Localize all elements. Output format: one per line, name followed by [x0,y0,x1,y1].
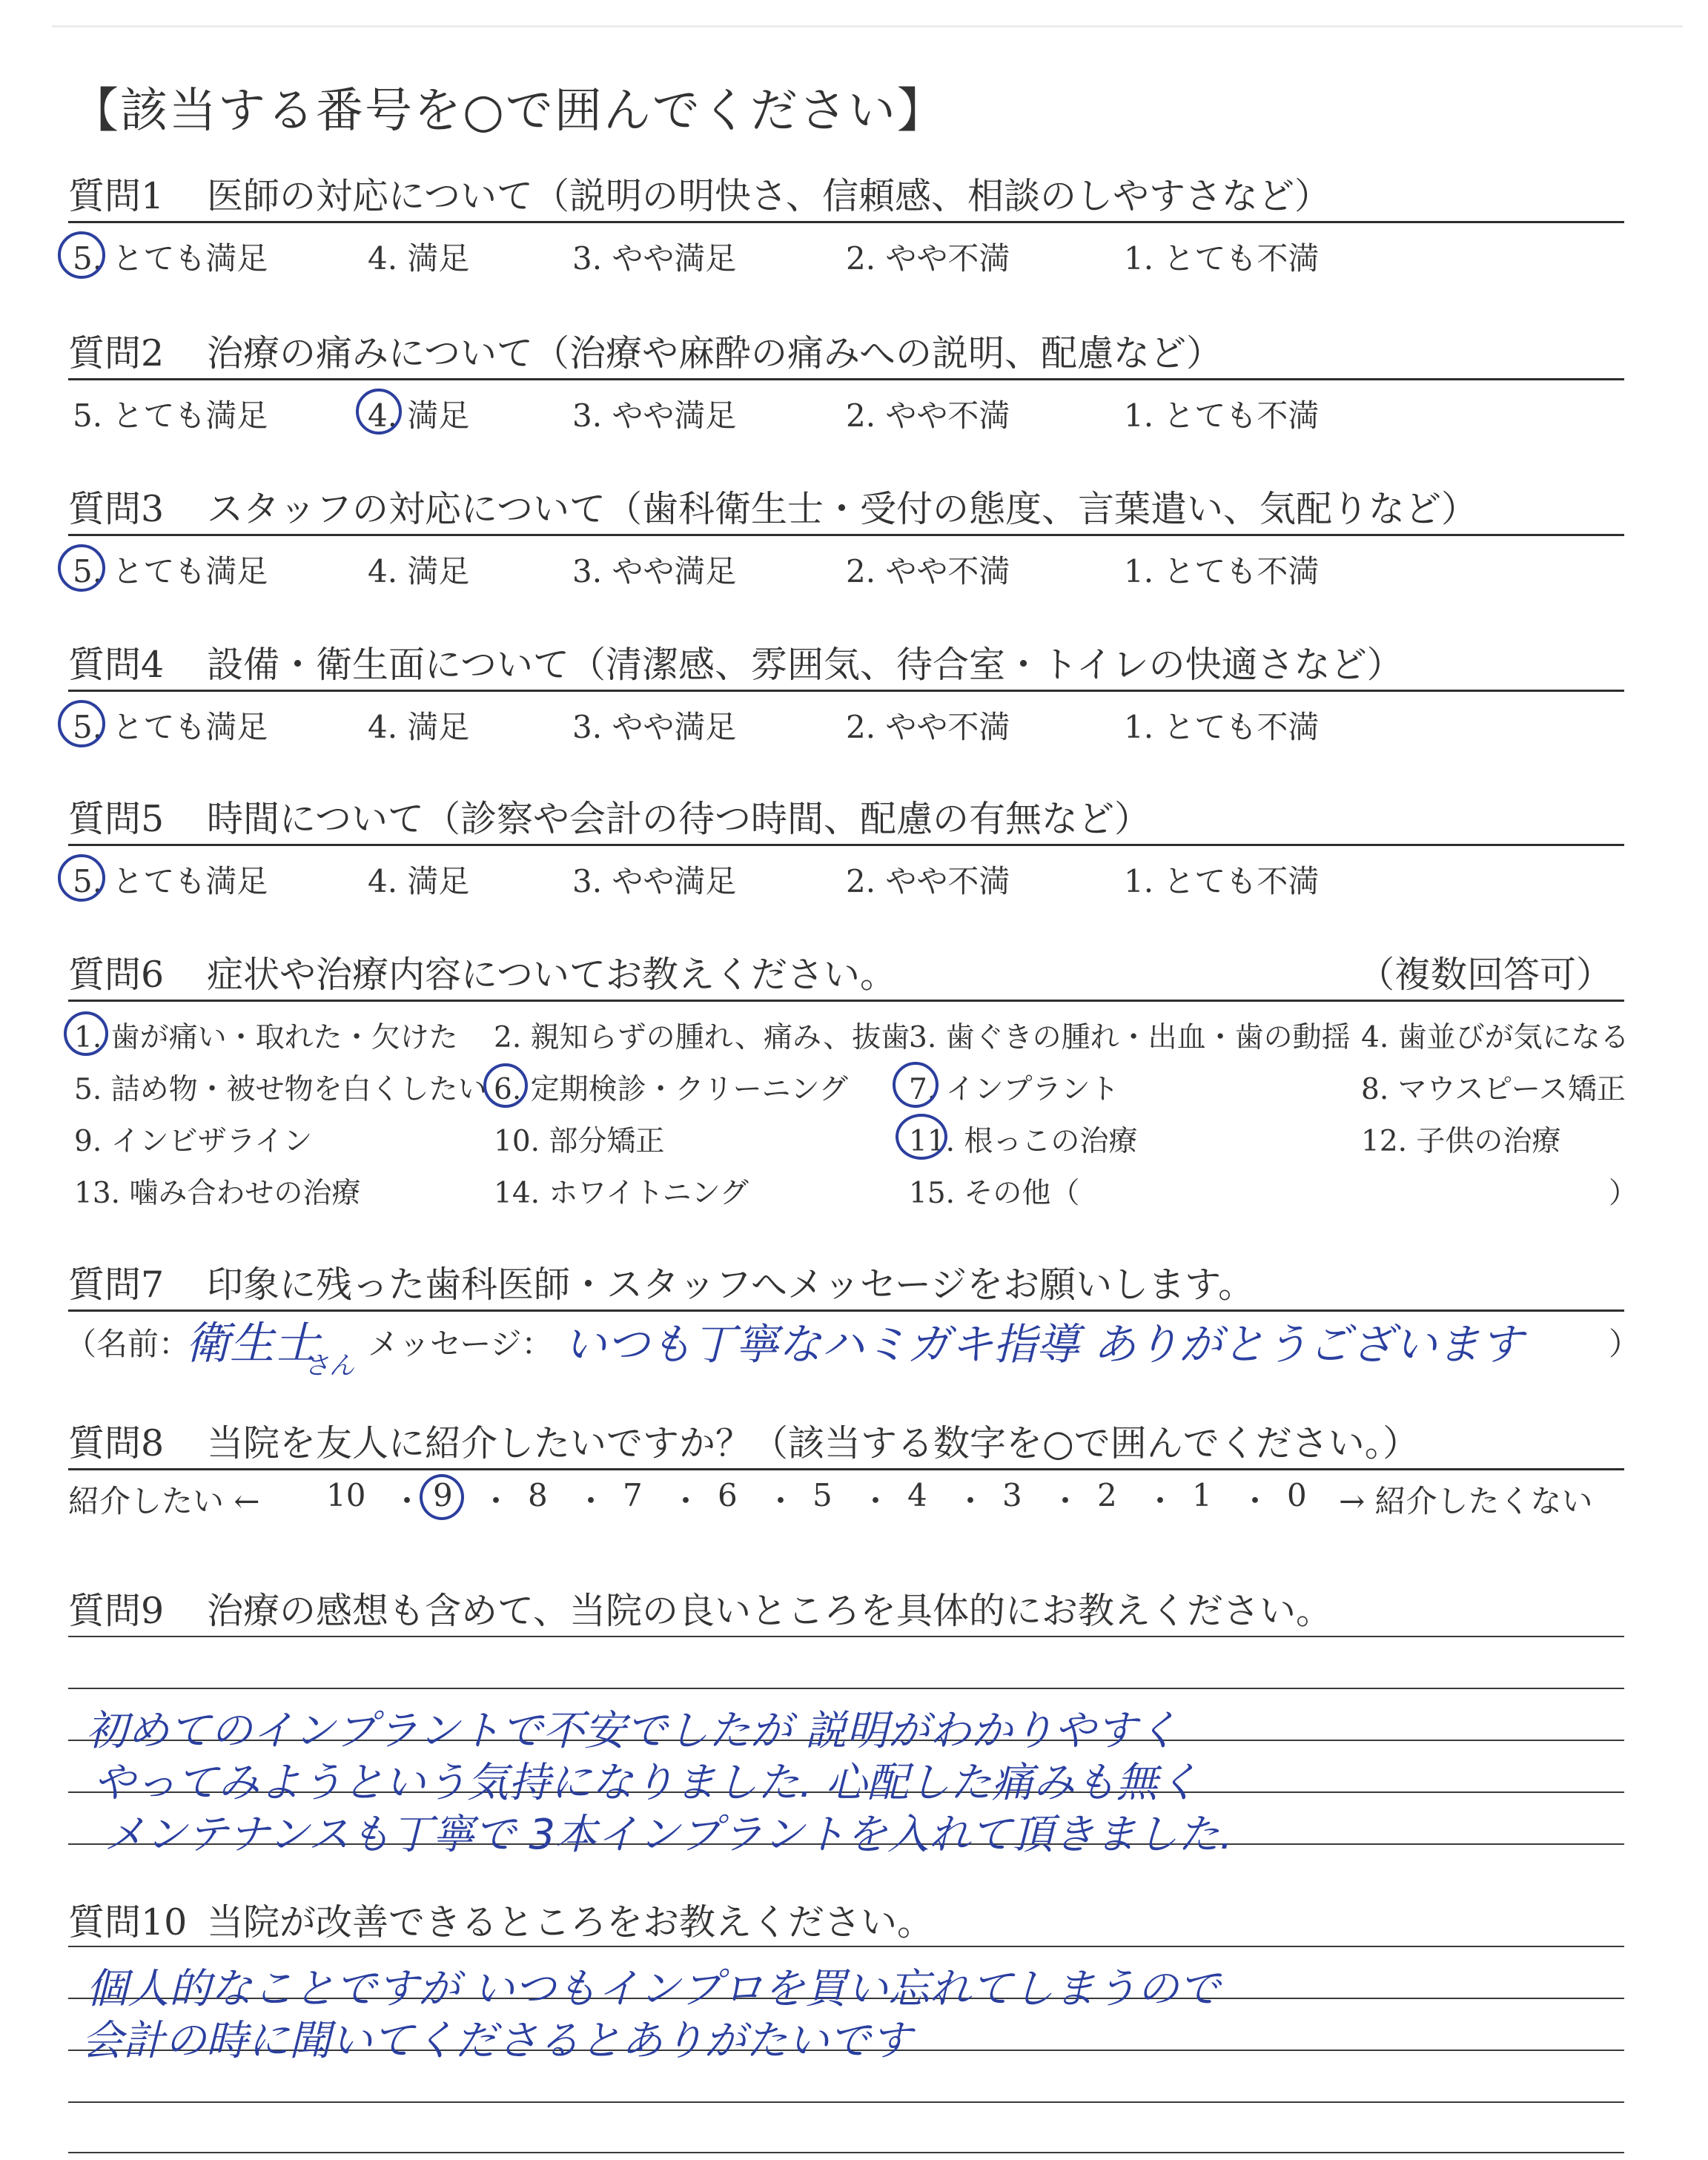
symptom-option-9[interactable]: 9. インビザライン [74,1125,313,1158]
option-4[interactable]: 4. 満足 [368,863,470,899]
option-5[interactable]: 5. とても満足 [73,863,268,899]
scale-0[interactable]: 0 [1287,1477,1307,1513]
symptom-option-3[interactable]: 3. 歯ぐきの腫れ・出血・歯の動揺 [909,1021,1351,1054]
question-text: 治療の感想も含めて、当院の良いところを具体的にお教えください。 [207,1590,1333,1632]
symptom-option-2[interactable]: 2. 親知らずの腫れ、痛み、抜歯 [494,1021,910,1054]
question-5-heading [68,790,1151,842]
option-4[interactable]: 4. 満足 [368,553,470,589]
option-2[interactable]: 2. やや不満 [846,709,1010,745]
recommend-left-label: 紹介したい ← [68,1483,260,1519]
question-number: 質問3 [68,488,165,530]
question-9-heading [68,1582,1332,1634]
symptom-option-4[interactable]: 4. 歯並びが気になる [1361,1021,1629,1054]
staff-name[interactable]: 衛生士 [185,1318,319,1370]
symptom-option-12[interactable]: 12. 子供の治療 [1361,1125,1561,1158]
recommend-right-label: → 紹介したくない [1339,1483,1593,1519]
option-5[interactable]: 5. とても満足 [73,240,268,277]
question-number: 質問4 [68,644,165,686]
question-text: 設備・衛生面について（清潔感、雰囲気、待合室・トイレの快適さなど） [207,644,1403,686]
question-number: 質問5 [68,798,165,840]
question-7-heading [68,1256,1254,1308]
scale-10[interactable]: 10 [326,1477,366,1513]
question-text: 治療の痛みについて（治療や麻酔の痛みへの説明、配慮など） [207,332,1223,374]
question-number: 質問2 [68,332,165,374]
symptom-option-5[interactable]: 5. 詰め物・被せ物を白くしたい [74,1073,487,1106]
symptom-option-8[interactable]: 8. マウスピース矯正 [1361,1073,1626,1106]
selection-circle [420,1474,464,1520]
scale-dot: ・ [1050,1483,1082,1519]
question-3-heading [68,480,1477,532]
answer-line [68,2101,1624,2103]
option-1[interactable]: 1. とても不満 [1124,240,1320,277]
question-text: 時間について（診察や会計の待つ時間、配慮の有無など） [207,798,1151,840]
selection-circle [58,544,105,592]
question-text: 当院が改善できるところをお教えください。 [207,1901,934,1943]
option-5[interactable]: 5. とても満足 [73,553,268,589]
option-4[interactable]: 4. 満足 [368,709,470,745]
divider [68,378,1624,380]
scale-3[interactable]: 3 [1002,1477,1022,1513]
other-close-paren: ） [1609,1177,1638,1210]
question-number: 質問7 [68,1264,165,1306]
scale-6[interactable]: 6 [718,1477,738,1513]
selection-circle [893,1062,939,1108]
option-2[interactable]: 2. やや不満 [846,553,1010,589]
option-3[interactable]: 3. やや満足 [572,863,737,899]
answer-text-line-1[interactable]: 初めてのインプラントで不安でしたが 説明がわかりやすく [86,1707,1179,1755]
option-1[interactable]: 1. とても不満 [1124,397,1320,434]
selection-circle [896,1114,947,1160]
question-text: 印象に残った歯科医師・スタッフへメッセージをお願いします。 [207,1264,1255,1306]
answer-line [68,1636,1624,1637]
option-3[interactable]: 3. やや満足 [572,397,737,434]
option-2[interactable]: 2. やや不満 [846,397,1010,434]
selection-circle [356,389,402,435]
symptom-option-13[interactable]: 13. 噛み合わせの治療 [74,1177,361,1210]
question-number: 質問8 [68,1422,165,1464]
answer-line [68,1688,1624,1689]
question-4-heading [68,636,1403,688]
divider [68,1000,1624,1002]
symptom-option-15[interactable]: 15. その他（ [909,1177,1080,1210]
message-label: メッセージ： [368,1326,553,1362]
question-number: 質問6 [68,954,165,996]
question-number: 質問10 [68,1901,188,1943]
divider [68,221,1624,223]
option-5[interactable]: 5. とても満足 [73,709,268,745]
question-number: 質問1 [68,175,165,217]
question-10-heading [68,1894,933,1946]
scale-2[interactable]: 2 [1097,1477,1117,1513]
scale-8[interactable]: 8 [528,1477,548,1513]
symptom-option-10[interactable]: 10. 部分矯正 [494,1125,665,1158]
symptom-option-1[interactable]: 1. 歯が痛い・取れた・欠けた [74,1021,458,1054]
scale-dot: ・ [480,1483,512,1519]
symptom-option-11[interactable]: 11. 根っこの治療 [909,1125,1138,1158]
question-text: スタッフの対応について（歯科衛生士・受付の態度、言葉遣い、気配りなど） [207,488,1478,530]
selection-circle [64,1011,108,1056]
symptom-option-14[interactable]: 14. ホワイトニング [494,1177,749,1210]
option-1[interactable]: 1. とても不満 [1124,709,1320,745]
option-1[interactable]: 1. とても不満 [1124,553,1320,589]
selection-circle [483,1063,528,1108]
selection-circle [58,854,105,902]
option-1[interactable]: 1. とても不満 [1124,863,1320,899]
scale-dot: ・ [765,1483,797,1519]
option-3[interactable]: 3. やや満足 [572,709,737,745]
answer-text-line-2[interactable]: 会計の時に聞いてくださるとありがたいです [82,2017,912,2065]
question-text: 医師の対応について（説明の明快さ、信頼感、相談のしやすさなど） [207,175,1331,217]
answer-text-line-2[interactable]: やってみようという気持になりました. 心配した痛みも無く [93,1759,1199,1807]
question-text: 当院を友人に紹介したいですか？（該当する数字を○で囲んでください。） [207,1422,1420,1464]
symptom-option-6[interactable]: 6. 定期検診・クリーニング [494,1073,848,1106]
option-4[interactable]: 4. 満足 [368,240,470,277]
option-2[interactable]: 2. やや不満 [846,863,1010,899]
message-text[interactable]: いつも丁寧なハミガキ指導 ありがとうございます [563,1319,1523,1370]
scale-dot: ・ [391,1483,423,1519]
question-number: 質問9 [68,1590,165,1632]
scale-dot: ・ [860,1483,892,1519]
question-8-heading [68,1415,1419,1467]
divider [68,534,1624,536]
option-5[interactable]: 5. とても満足 [73,397,268,434]
option-3[interactable]: 3. やや満足 [572,240,737,277]
close-paren: ） [1609,1326,1641,1362]
selection-circle [58,231,105,279]
form-title: 【該当する番号を○で囲んでください】 [71,84,946,139]
answer-line [68,1946,1624,1947]
scale-dot: ・ [670,1483,702,1519]
selection-circle [58,700,105,747]
divider [68,844,1624,846]
symptom-option-7[interactable]: 7. インプラント [909,1073,1119,1106]
scale-dot: ・ [1145,1483,1176,1519]
question-6-heading [68,946,896,998]
scale-dot: ・ [1239,1483,1271,1519]
option-2[interactable]: 2. やや不満 [846,240,1010,277]
divider [68,1468,1624,1470]
question-2-heading [68,325,1222,377]
answer-text-line-3[interactable]: メンテナンスも丁寧で 3本インプラントを入れて頂きました. [104,1811,1233,1859]
question-text: 症状や治療内容についてお教えください。 [207,954,897,996]
question-1-heading [68,168,1331,219]
scale-dot: ・ [955,1483,987,1519]
option-4[interactable]: 4. 満足 [368,397,470,434]
scale-1[interactable]: 1 [1192,1477,1212,1513]
name-suffix: さん [304,1351,354,1381]
answer-text-line-1[interactable]: 個人的なことですが いつもインプロを買い忘れてしまうので [86,1965,1220,2013]
answer-line [68,2152,1624,2153]
top-edge [52,25,1683,27]
multiple-answers-note: （複数回答可） [1358,954,1613,996]
divider [68,690,1624,692]
name-label: （名前： [65,1326,191,1362]
option-3[interactable]: 3. やや満足 [572,553,737,589]
scale-5[interactable]: 5 [812,1477,833,1513]
scale-dot: ・ [575,1483,607,1519]
scale-9[interactable]: 9 [433,1477,453,1513]
scale-4[interactable]: 4 [907,1477,927,1513]
scale-7[interactable]: 7 [623,1477,643,1513]
